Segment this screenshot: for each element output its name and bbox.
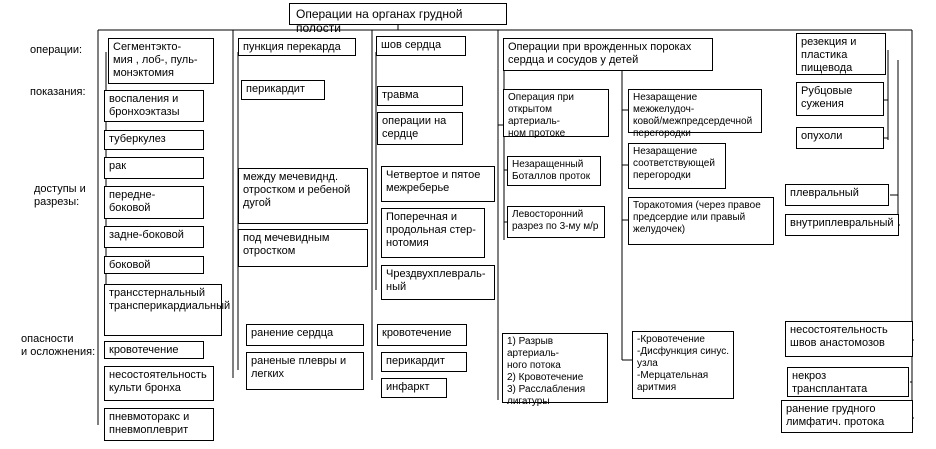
col1-danger-bleeding: кровотечение xyxy=(104,341,204,359)
col5-danger-anastomosis: несостоятельность швов анастомозов xyxy=(785,321,913,357)
col3-danger-infarct: инфаркт xyxy=(381,378,447,398)
col5-approach-intrapleural: внутриплевральный xyxy=(785,214,899,236)
col1-approach-anterolateral: передне- боковой xyxy=(104,186,204,219)
col3-indication-trauma: травма xyxy=(377,86,463,106)
row-label-indications: показания: xyxy=(30,86,86,98)
col1-danger-bronchial-stump: несостоятельность культи бронха xyxy=(104,366,214,401)
col4-pda-dangers: 1) Разрыв артериаль- ного потока 2) Кровотечение 3) Расслабления лигатуры xyxy=(502,333,608,403)
col2-approach-xiphocostal: между мечевиднд. отростком и ребеной дугой xyxy=(238,168,368,224)
col2-operation-box: пункция перекарда xyxy=(238,38,356,56)
col1-approach-posterolateral: задне-боковой xyxy=(104,226,204,248)
col5-danger-lymph-duct: ранение грудного лимфатич. протока xyxy=(781,400,913,433)
col5-indication-tumor: опухоли xyxy=(796,127,884,149)
col3-operation-box: шов сердца xyxy=(376,36,466,56)
col3-danger-bleeding: кровотечение xyxy=(377,324,467,346)
col1-indication-inflammation: воспаления и бронхоэктазы xyxy=(104,90,204,122)
col4-botallo-duct: Незаращенный Боталлов проток xyxy=(507,156,601,186)
col5-indication-scars: Рубцовые сужения xyxy=(796,82,884,116)
col4-septal-dangers: -Кровотечение -Дисфункция синус. узла -Мерцательная аритмия xyxy=(632,331,734,399)
col3-approach-transpleural: Чрездвухплевраль- ный xyxy=(381,265,495,300)
col1-indication-cancer: рак xyxy=(104,157,204,179)
diagram-title: Операции на органах грудной полости xyxy=(289,3,507,25)
col1-approach-lateral: боковой xyxy=(104,256,204,274)
row-label-operations: операции: xyxy=(30,44,83,56)
col4-septal-operation: Незаращение межжелудоч- ковой/межпредсердечной перегородки xyxy=(628,89,762,133)
col1-indication-tuberculosis: туберкулез xyxy=(104,130,204,150)
col1-danger-pneumothorax: пневмоторакс и пневмоплеврит xyxy=(104,408,214,441)
col5-operation-box: резекция и пластика пищевода xyxy=(796,33,886,75)
row-label-approaches: доступы и разрезы: xyxy=(34,183,86,208)
col1-approach-transsternal: трансстернальный трансперикардиальный xyxy=(104,284,222,336)
col5-approach-pleural: плевральный xyxy=(785,184,889,206)
col3-indication-heart-ops: операции на сердце xyxy=(377,112,463,145)
col2-approach-subxiphoid: под мечевидным отростком xyxy=(238,229,368,267)
col4-thoracotomy-approach: Торакотомия (через правое предсердие или правый желудочек) xyxy=(628,197,774,245)
row-label-dangers: опасности и осложнения: xyxy=(21,333,96,358)
col5-danger-graft-necrosis: некроз трансплантата xyxy=(787,367,909,397)
col4-operation-box: Операции при врожденных пороках сердца и сосудов у детей xyxy=(503,38,713,71)
col3-approach-intercostal: Четвертое и пятое межреберье xyxy=(381,166,495,202)
col2-danger-heart-injury: ранение сердца xyxy=(246,324,364,346)
col1-operation-box: Сегментэкто- мия , лоб-, пуль- монэктомия xyxy=(108,38,214,84)
col4-septal-indication: Незаращение соответствующей перегородки xyxy=(628,143,726,189)
col4-pda-operation: Операция при открытом артериаль- ном протоке xyxy=(503,89,609,137)
col3-danger-pericarditis: перикардит xyxy=(381,352,467,372)
col2-danger-pleura-injury: раненые плевры и легких xyxy=(246,352,364,390)
col3-approach-sternotomy: Поперечная и продольная стер- нотомия xyxy=(381,208,485,258)
col4-left-approach: Левосторонний разрез по 3-му м/р xyxy=(507,206,605,238)
col2-indication-pericarditis: перикардит xyxy=(241,80,325,100)
